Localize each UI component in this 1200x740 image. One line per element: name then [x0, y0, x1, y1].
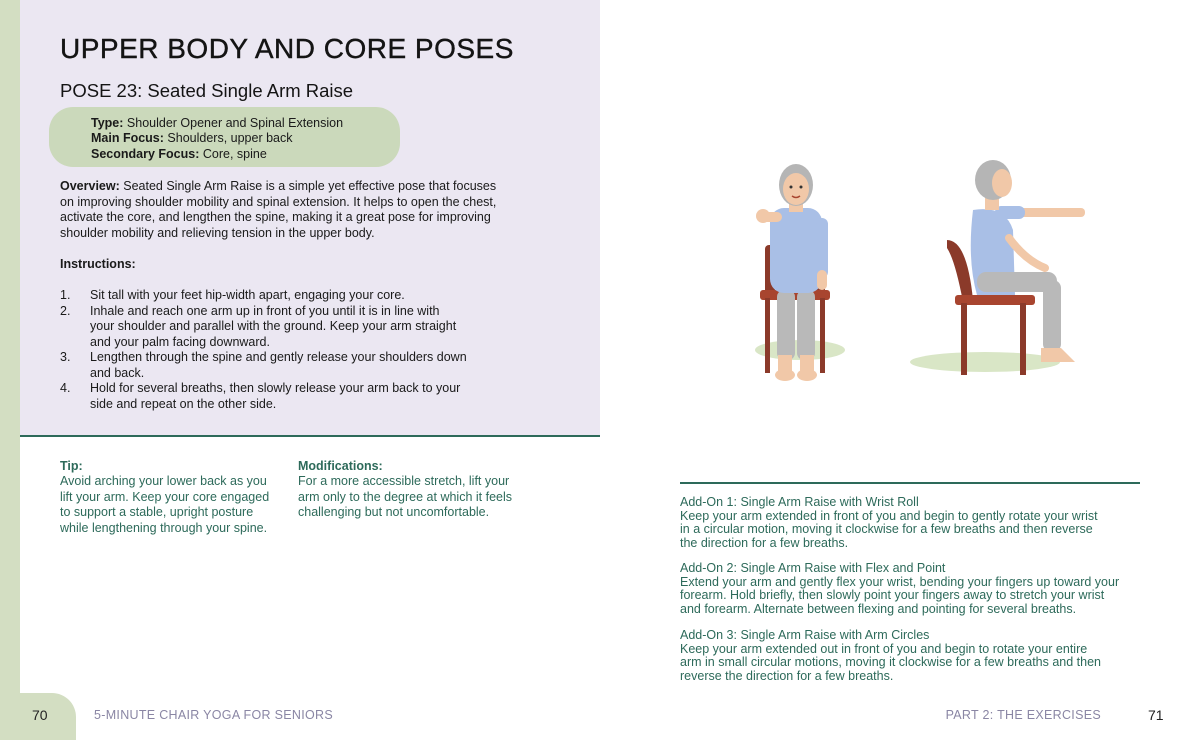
instruction-line: your shoulder and parallel with the ground. Keep your arm straight [90, 319, 457, 333]
overview-paragraph [60, 179, 530, 241]
instruction-line: side and repeat on the other side. [90, 396, 277, 411]
overview-label: Overview: [60, 179, 120, 193]
secondary-focus-line [91, 147, 267, 161]
addon-3 [680, 629, 1150, 683]
addon-1 [680, 496, 1150, 550]
main-focus-value: Shoulders, upper back [167, 131, 293, 145]
addon-heading: Add-On 2: Single Arm Raise with Flex and Point [680, 561, 946, 575]
addon-line: forearm. Hold briefly, then slowly point your fingers away to stretch your wrist [680, 588, 1105, 602]
addon-line: Keep your arm extended in front of you and begin to gently rotate your wrist [680, 508, 1098, 523]
page-number-right: 71 [1148, 707, 1164, 723]
addon-line: in a circular motion, moving it clockwise for a few breaths and then reverse [680, 522, 1093, 536]
addon-line: the direction for a few breaths. [680, 535, 849, 550]
modification-line: arm only to the degree at which it feels [298, 489, 513, 504]
overview-line: shoulder mobility and relieving tension in the upper body. [60, 225, 375, 240]
main-focus-line [91, 131, 293, 145]
instruction-line: Sit tall with your feet hip-width apart, engaging your core. [90, 288, 405, 302]
instruction-item [60, 304, 500, 351]
addon-line: and forearm. Alternate between flexing and pointing for several breaths. [680, 601, 1077, 616]
book-title-footer: 5-MINUTE CHAIR YOGA FOR SENIORS [94, 708, 333, 722]
tip-line: while lengthening through your spine. [60, 520, 268, 535]
left-accent-strip [0, 0, 20, 740]
modification-line: challenging but not uncomfortable. [298, 505, 490, 519]
type-value: Shoulder Opener and Spinal Extension [126, 116, 344, 130]
secondary-focus-value: Core, spine [202, 147, 267, 161]
pose-info-box [49, 107, 400, 167]
secondary-focus-label: Secondary Focus: [91, 147, 200, 161]
tip-line: Avoid arching your lower back as you [60, 474, 267, 488]
overview-line: on improving shoulder mobility and spinal extension. It helps to open the chest, [60, 194, 497, 209]
addon-line: Keep your arm extended out in front of you and begin to rotate your entire [680, 641, 1088, 656]
type-line [91, 116, 343, 130]
front-view-figure [755, 164, 845, 381]
instructions-list [60, 288, 500, 412]
side-view-figure [910, 160, 1085, 375]
addon-line: reverse the direction for a few breaths. [680, 668, 894, 683]
instruction-line: Hold for several breaths, then slowly release your arm back to your [90, 381, 461, 395]
instruction-item [60, 288, 500, 304]
overview-line: Seated Single Arm Raise is a simple yet effective pose that focuses [123, 179, 497, 193]
modification-line: For a more accessible stretch, lift your [298, 474, 510, 488]
instruction-item [60, 381, 500, 412]
overview-line: activate the core, and lengthen the spine, making it a great pose for improving [60, 210, 491, 224]
modifications-heading: Modifications: [298, 459, 383, 473]
instruction-number: 1. [60, 288, 71, 302]
instruction-line: Lengthen through the spine and gently release your shoulders down [90, 350, 467, 364]
addons-divider [680, 482, 1140, 484]
instructions-heading: Instructions: [60, 257, 136, 271]
main-focus-label: Main Focus: [91, 131, 164, 145]
instruction-line: and back. [90, 365, 145, 380]
instruction-number: 4. [60, 381, 71, 395]
pose-title: POSE 23: Seated Single Arm Raise [60, 80, 354, 101]
seated-arm-raise-illustration [715, 150, 1115, 395]
chapter-title: UPPER BODY AND CORE POSES [60, 33, 514, 64]
type-label: Type: [91, 116, 124, 130]
addon-heading: Add-On 1: Single Arm Raise with Wrist Roll [680, 495, 919, 509]
section-footer: PART 2: THE EXERCISES [945, 708, 1101, 722]
instruction-item [60, 350, 500, 381]
modifications-text [298, 474, 523, 521]
instruction-line: and your palm facing downward. [90, 334, 270, 349]
addon-2 [680, 562, 1150, 616]
instruction-number: 2. [60, 303, 71, 318]
instruction-number: 3. [60, 350, 71, 364]
addon-line: Extend your arm and gently flex your wrist, bending your fingers up toward your [680, 574, 1120, 589]
tip-line: to support a stable, upright posture [60, 505, 254, 519]
addon-line: arm in small circular motions, moving it clockwise for a few breaths and then [680, 655, 1101, 669]
instruction-line: Inhale and reach one arm up in front of you until it is in line with [90, 303, 440, 318]
addon-heading: Add-On 3: Single Arm Raise with Arm Circles [680, 628, 930, 642]
tip-heading: Tip: [60, 459, 83, 473]
tip-text [60, 474, 285, 536]
page-number-left: 70 [32, 707, 48, 723]
tip-line: lift your arm. Keep your core engaged [60, 489, 270, 504]
